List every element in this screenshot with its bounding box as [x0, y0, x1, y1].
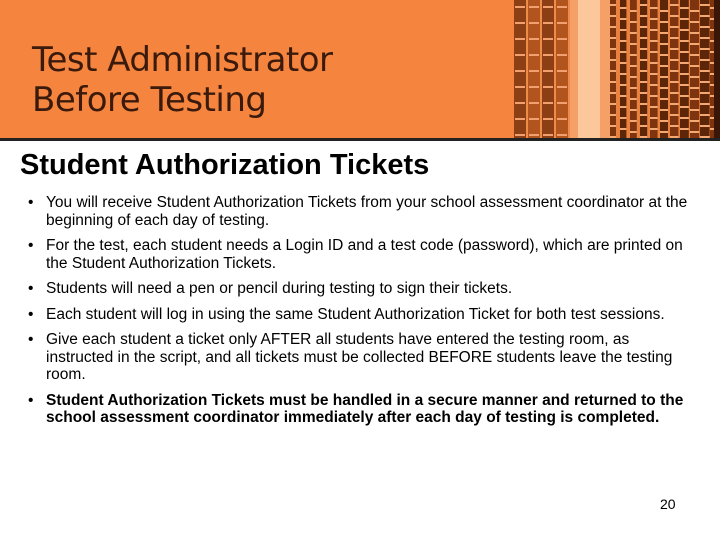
bullet-text: You will receive Student Authorization Tickets from your school assessment coordinator at the beginning of each day of testing.: [46, 194, 688, 229]
bullet-item: [28, 392, 696, 427]
bullet-item: [28, 237, 696, 272]
bullet-item: [28, 306, 696, 324]
bullet-marker: •: [28, 331, 34, 348]
header-divider: [0, 138, 720, 141]
bullet-text: Student Authorization Tickets must be handled in a secure manner and returned to the school assessment coordinator immediately after each day of testing is completed.: [46, 391, 684, 426]
bullet-text: Each student will log in using the same Student Authorization Ticket for both test sessions.: [46, 305, 665, 323]
bullet-item: [28, 280, 696, 298]
bullet-marker: •: [28, 305, 34, 323]
bullet-text: Give each student a ticket only AFTER all students have entered the testing room, as instructed in the script, and all tickets must be collected BEFORE students leave the testing room.: [46, 331, 673, 383]
bullet-text: For the test, each student needs a Login ID and a test code (password), which are printed on the Student Authorization Tickets.: [46, 237, 683, 272]
bullet-marker: •: [28, 280, 34, 297]
slide-title-line-2: Before Testing: [32, 80, 267, 120]
slide-title-line-1: Test Administrator: [32, 40, 333, 80]
page-number: 20: [660, 496, 676, 512]
bullet-text: Students will need a pen or pencil during testing to sign their tickets.: [46, 280, 513, 297]
bullet-marker: •: [28, 391, 34, 409]
bullet-marker: •: [28, 237, 34, 254]
slide-title: [32, 40, 333, 120]
bullet-item: [28, 331, 696, 384]
library-bookshelf-icon: [514, 0, 720, 138]
section-heading: Student Authorization Tickets: [20, 149, 430, 181]
bullet-list: [28, 194, 696, 435]
bullet-marker: •: [28, 194, 34, 211]
slide-header: [0, 0, 720, 138]
bullet-item: [28, 194, 696, 229]
